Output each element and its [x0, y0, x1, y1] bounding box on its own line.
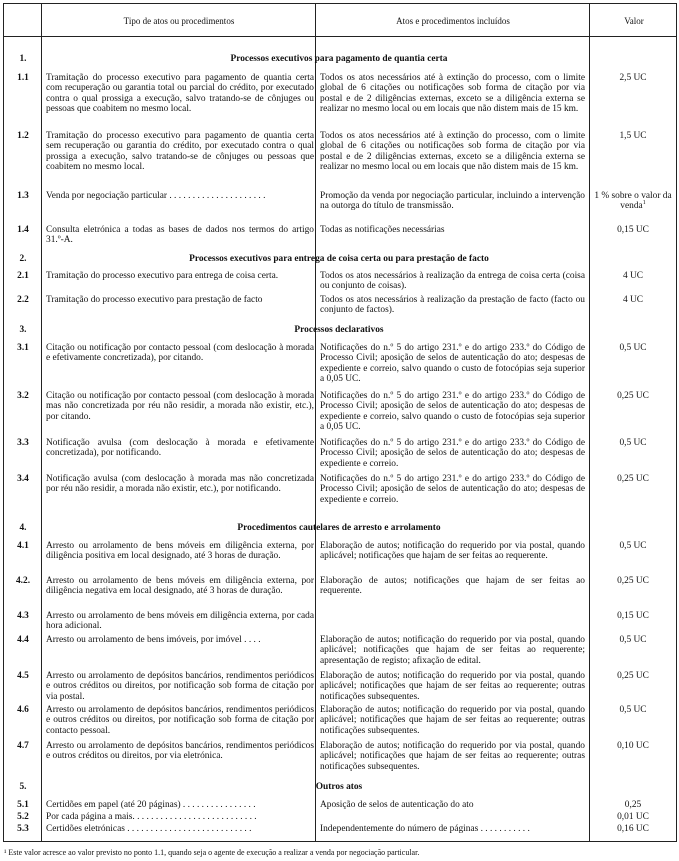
row-value: 0,25 UC	[617, 576, 649, 586]
row-type: Tramitação do processo executivo para pagamento de quantia certa sem recuperação ou garantia do crédito, por executado contra o qual prossiga a execução, salvo tratando-se de cônjuges ou pessoas que coabitem no mesmo local.	[46, 131, 314, 172]
section-title: Processos executivos para pagamento de quantia certa	[230, 54, 448, 64]
row-number: 3.4	[17, 474, 29, 484]
row-value: 0,5 UC	[619, 438, 647, 448]
row-type: Arresto ou arrolamento de bens móveis em diligência externa, por cada hora adicional.	[46, 611, 314, 632]
header-type: Tipo de atos ou procedimentos	[123, 16, 235, 26]
row-acts: Todas as notificações necessárias	[320, 225, 445, 235]
row-type: Consulta eletrónica a todas as bases de dados nos termos do artigo 31.º-A.	[46, 225, 314, 246]
section-number: 3.	[19, 325, 27, 335]
row-number: 3.2	[17, 391, 29, 401]
row-type: Notificação avulsa (com deslocação à morada e efetivamente concretizada), por notificando.	[46, 438, 314, 459]
row-number: 1.4	[17, 225, 29, 235]
row-number: 4.4	[17, 635, 29, 645]
row-acts: Notificações do n.º 5 do artigo 231.º e do artigo 233.º do Código de Processo Civil; aposição de selos de autenticação do ato; despesas de expediente e correio, salvo quando o custo de fotocópias seja superior a 0,05 UC.	[320, 343, 585, 384]
row-acts: Notificações do n.º 5 do artigo 231.º e do artigo 233.º do Código de Processo Civil; aposição de selos de autenticação do ato; despesas de expediente e correio, salvo quando o custo de fotocópias seja superior a 0,05 UC.	[320, 391, 585, 432]
row-value: 0,25 UC	[617, 671, 649, 681]
section-number: 1.	[19, 54, 27, 64]
row-acts: Independentemente do número de páginas . . . . . . . . . . .	[320, 824, 530, 834]
row-value-text: 1 % sobre o valor da venda	[594, 191, 672, 212]
row-number: 1.3	[17, 191, 29, 201]
row-acts: Aposição de selos de autenticação do ato	[320, 800, 474, 810]
row-number: 5.1	[17, 800, 29, 810]
row-number: 2.2	[17, 295, 29, 305]
header-divider	[4, 36, 676, 37]
row-type: Arresto ou arrolamento de depósitos bancários, rendimentos periódicos e outros créditos ou direitos, por notificação sob forma de citação por contacto pessoal.	[46, 705, 314, 736]
row-type: Arresto ou arrolamento de bens móveis em diligência externa, por diligência positiva em local designado, até 3 horas de duração.	[46, 541, 314, 562]
row-acts: Todos os atos necessários até à extinção do processo, com o limite global de 6 citações ou notificações sob forma de citação por via postal e de 2 diligências externas, exceto se a diligência externa se realizar no mesmo local ou em locais que não distem mais de 15 km.	[320, 73, 585, 114]
column-divider	[41, 4, 42, 841]
row-number: 4.7	[17, 741, 29, 751]
row-value: 0,5 UC	[619, 705, 647, 715]
row-value: 2,5 UC	[619, 73, 647, 83]
column-divider	[315, 4, 316, 841]
section-title: Processos declarativos	[294, 325, 384, 335]
row-type: Arresto ou arrolamento de bens móveis em diligência externa, por diligência negativa em local designado, até 3 horas de duração.	[46, 576, 314, 597]
section-number: 2.	[19, 254, 27, 264]
row-value: 0,25 UC	[617, 474, 649, 484]
row-type: Por cada página a mais. . . . . . . . . . . . . . . . . . . . . . . . . . .	[46, 812, 257, 822]
row-type: Certidões em papel (até 20 páginas) . . . . . . . . . . . . . . . .	[46, 800, 256, 810]
row-value: 1,5 UC	[619, 131, 647, 141]
row-type: Tramitação do processo executivo para entrega de coisa certa.	[46, 271, 279, 281]
row-number: 4.5	[17, 671, 29, 681]
column-divider	[589, 4, 590, 841]
row-type: Venda por negociação particular . . . . . . . . . . . . . . . . . . . . .	[46, 191, 266, 201]
row-value: 0,5 UC	[619, 541, 647, 551]
footnote: ¹ Este valor acresce ao valor previsto no ponto 1.1, quando seja o agente de execução a realizar a venda por negociação particular.	[4, 848, 420, 857]
row-acts: Notificações do n.º 5 do artigo 231.º e do artigo 233.º do Código de Processo Civil; aposição de selos de autenticação do ato; despesas de expediente e correio.	[320, 438, 585, 469]
row-type: Citação ou notificação por contacto pessoal (com deslocação à morada mas não concretizada por réu não residir, a morada não existir, etc.), por citando.	[46, 391, 314, 422]
section-title: Processos executivos para entrega de coisa certa ou para prestação de facto	[189, 254, 489, 264]
header-acts: Atos e procedimentos incluídos	[396, 16, 510, 26]
row-number: 4.6	[17, 705, 29, 715]
row-number: 4.2.	[15, 576, 31, 586]
row-value: 0,25 UC	[617, 391, 649, 401]
row-number: 1.1	[17, 73, 29, 83]
header-value: Valor	[624, 16, 644, 26]
row-value: 0,5 UC	[619, 343, 647, 353]
section-number: 5.	[19, 782, 27, 792]
row-value: 0,16 UC	[617, 824, 649, 834]
row-type: Certidões eletrónicas . . . . . . . . . . . . . . . . . . . . . . . . . . .	[46, 824, 252, 834]
row-number: 3.1	[17, 343, 29, 353]
row-number: 4.3	[17, 611, 29, 621]
row-acts: Notificações do n.º 5 do artigo 231.º e do artigo 233.º do Código de Processo Civil; aposição de selos de autenticação do ato; despesas de expediente e correio.	[320, 474, 585, 505]
row-type: Arresto ou arrolamento de bens imóveis, por imóvel . . . .	[46, 635, 261, 645]
row-number: 5.2	[17, 812, 29, 822]
section-number: 4.	[19, 523, 27, 533]
row-type: Arresto ou arrolamento de depósitos bancários, rendimentos periódicos e outros créditos ou direitos, por via eletrónica.	[46, 741, 314, 762]
row-acts: Elaboração de autos; notificação do requerido por via postal, quando aplicável; notificações que hajam de ser feitas ao requerente; apresentação de registo; afixação de edital.	[320, 635, 585, 666]
row-value: 0,5 UC	[619, 635, 647, 645]
row-number: 5.3	[17, 824, 29, 834]
row-number: 1.2	[17, 131, 29, 141]
row-number: 4.1	[17, 541, 29, 551]
row-acts: Todos os atos necessários à realização da prestação de facto (facto ou conjunto de factos).	[320, 295, 585, 316]
row-value: 0,10 UC	[617, 741, 649, 751]
row-value: 0,15 UC	[617, 611, 649, 621]
row-number: 3.3	[17, 438, 29, 448]
section-title: Procedimentos cautelares de arresto e arrolamento	[237, 523, 441, 533]
fees-table	[3, 3, 677, 842]
row-acts: Elaboração de autos; notificação do requerido por via postal, quando aplicável; notificações que hajam de ser feitas ao requerente.	[320, 541, 585, 562]
row-acts: Todos os atos necessários até à extinção do processo, com o limite global de 6 citações ou notificações sob forma de citação por via postal e de 2 diligências externas, exceto se a diligência externa se realizar no mesmo local ou em locais que não distem mais de 15 km.	[320, 131, 585, 172]
row-value	[594, 191, 672, 212]
section-title: Outros atos	[315, 782, 363, 792]
row-number: 2.1	[17, 271, 29, 281]
row-acts: Promoção da venda por negociação particular, incluindo a intervenção na outorga do título de transmissão.	[320, 191, 585, 212]
row-value: 0,25	[624, 800, 642, 810]
row-value: 0,01 UC	[617, 812, 649, 822]
row-type: Tramitação do processo executivo para pagamento de quantia certa com recuperação ou garantia total ou parcial do crédito, por executado contra o qual prossiga a execução, salvo tratando-se de cônjuges ou pessoas que coabitem no mesmo local.	[46, 73, 314, 114]
row-acts: Elaboração de autos; notificação do requerido por via postal, quando aplicável; notificações que hajam de ser feitas ao requerente; outras notificações subsequentes.	[320, 705, 585, 736]
row-value: 4 UC	[622, 295, 644, 305]
row-value: 0,15 UC	[617, 225, 649, 235]
row-type: Arresto ou arrolamento de depósitos bancários, rendimentos periódicos e outros créditos ou direitos, por notificação sob forma de citação por via postal.	[46, 671, 314, 702]
row-acts: Elaboração de autos; notificações que hajam de ser feitas ao requerente.	[320, 576, 585, 597]
row-acts: Todos os atos necessários à realização da entrega de coisa certa (coisa ou conjunto de coisas).	[320, 271, 585, 292]
row-acts: Elaboração de autos; notificação do requerido por via postal, quando aplicável; notificações que hajam de ser feitas ao requerente; outras notificações subsequentes.	[320, 671, 585, 702]
row-type: Notificação avulsa (com deslocação à morada mas não concretizada por réu não residir, a morada não existir, etc.), por notificando.	[46, 474, 314, 495]
footnote-marker: 1	[642, 200, 646, 207]
row-type: Citação ou notificação por contacto pessoal (com deslocação à morada e efetivamente concretizada), por citando.	[46, 343, 314, 364]
row-value: 4 UC	[622, 271, 644, 281]
row-type: Tramitação do processo executivo para prestação de facto	[46, 295, 263, 305]
row-acts: Elaboração de autos; notificação do requerido por via postal, quando aplicável; notificações que hajam de ser feitas ao requerente; outras notificações subsequentes.	[320, 741, 585, 772]
